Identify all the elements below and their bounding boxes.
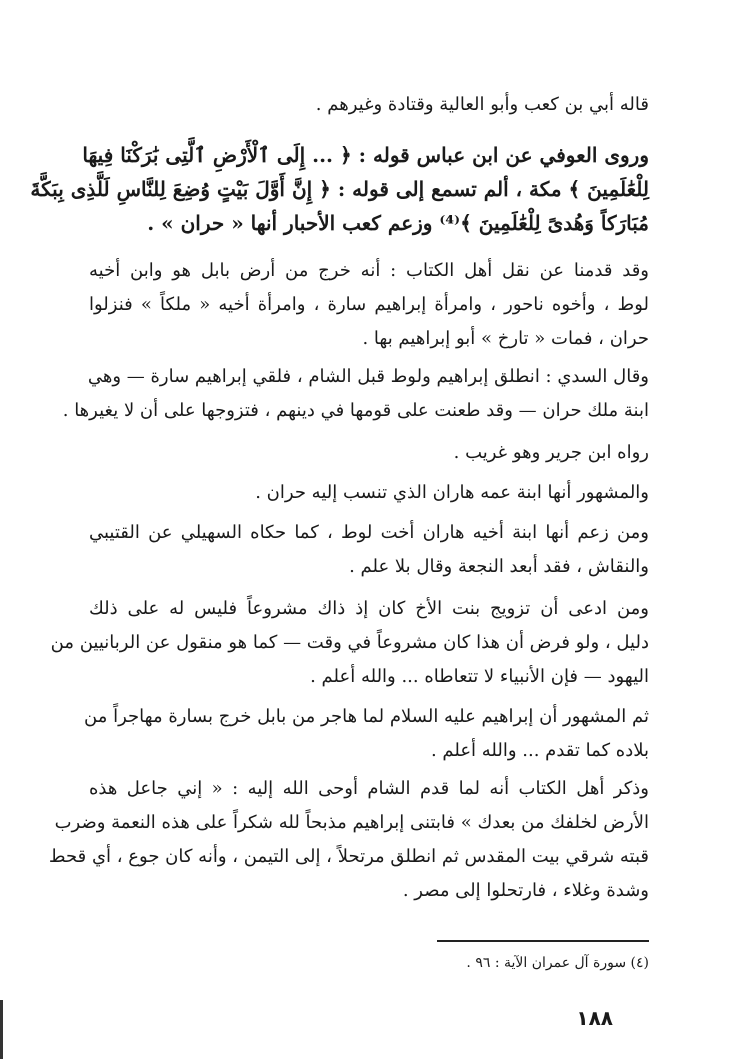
paragraph-line: حران ، فمات « تارخ » أبو إبراهيم بها . [362,328,649,349]
paragraph-4 [62,360,649,428]
binding-edge [0,1000,3,1059]
paragraph-line: الأرض لخلفك من بعدك » فابتنى إبراهيم مذبحاً لله شكراً على هذه النعمة وضرب [54,812,649,833]
paragraph-line: ابنة ملك حران — وقد طعنت على قومها في دينهم ، فتزوجها على أن لا يغيرها . [62,400,649,421]
paragraph-line: والمشهور أنها ابنة عمه هاران الذي تنسب إليه حران . [255,482,649,503]
paragraph-line: لوط ، وأخوه ناحور ، وامرأة إبراهيم سارة ، وامرأة أخيه « ملكاً » فنزلوا [89,294,649,315]
paragraph-line: لِلْعَٰلَمِينَ ﴾ مكة ، ألم تسمع إلى قوله : ﴿ إِنَّ أَوَّلَ بَيْتٍ وُضِعَ لِلنَّاسِ لَلَّذِى بِبَكَّةَ [30,177,649,201]
paragraph-line: اليهود — فإن الأنبياء لا تتعاطاه ... والله أعلم . [310,666,649,687]
paragraph-line: رواه ابن جرير وهو غريب . [453,442,649,463]
paragraph-3 [89,254,649,356]
paragraph-line: ومن ادعى أن تزويج بنت الأخ كان إذ ذاك مشروعاً فليس له على ذلك [89,598,649,619]
paragraph-7 [89,516,649,584]
page-number: ١٨٨ [576,1006,613,1030]
paragraph-line: ثم المشهور أن إبراهيم عليه السلام لما هاجر من بابل خرج بسارة مهاجراً من [84,706,649,727]
paragraph-line: دليل ، ولو فرض أن هذا كان مشروعاً في وقت — كما هو منقول عن الربانيين من [50,632,649,653]
paragraph-line: والنقاش ، فقد أبعد النجعة وقال بلا علم . [349,556,649,577]
paragraph-line: وقال السدي : انطلق إبراهيم ولوط قبل الشام ، فلقي إبراهيم سارة — وهي [87,366,649,387]
paragraph-line: قبته شرقي بيت المقدس ثم انطلق مرتحلاً ، إلى التيمن ، وأنه كان جوع ، أي قحط [48,846,649,867]
paragraph-9 [84,700,649,768]
footnote: (٤) سورة آل عمران الآية : ٩٦ . [466,955,649,971]
paragraph-8 [50,592,649,694]
paragraph-1 [89,88,649,122]
paragraph-line: وذكر أهل الكتاب أنه لما قدم الشام أوحى الله إليه : « إني جاعل هذه [89,778,649,799]
paragraph-line: بلاده كما تقدم ... والله أعلم . [430,740,649,761]
footnote-divider [437,940,649,942]
paragraph-6 [89,476,649,510]
paragraph-line: وروى العوفي عن ابن عباس قوله : ﴿ ... إِلَى ٱلْأَرْضِ ٱلَّتِى بَٰرَكْنَا فِيهَا [82,143,649,167]
paragraph-line: وشدة وغلاء ، فارتحلوا إلى مصر . [402,880,649,901]
paragraph-line: قاله أبي بن كعب وأبو العالية وقتادة وغيرهم . [315,94,649,115]
paragraph-line: مُبَارَكاً وَهُدىً لِلْعَٰلَمِينَ ﴾⁽⁴⁾ وزعم كعب الأحبار أنها « حران » . [147,211,649,235]
paragraph-10 [48,772,649,908]
paragraph-2 [30,138,649,240]
paragraph-line: وقد قدمنا عن نقل أهل الكتاب : أنه خرج من أرض بابل هو وابن أخيه [89,260,649,281]
paragraph-line: ومن زعم أنها ابنة أخيه هاران أخت لوط ، كما حكاه السهيلي عن القتيبي [89,522,649,543]
paragraph-5 [89,436,649,470]
